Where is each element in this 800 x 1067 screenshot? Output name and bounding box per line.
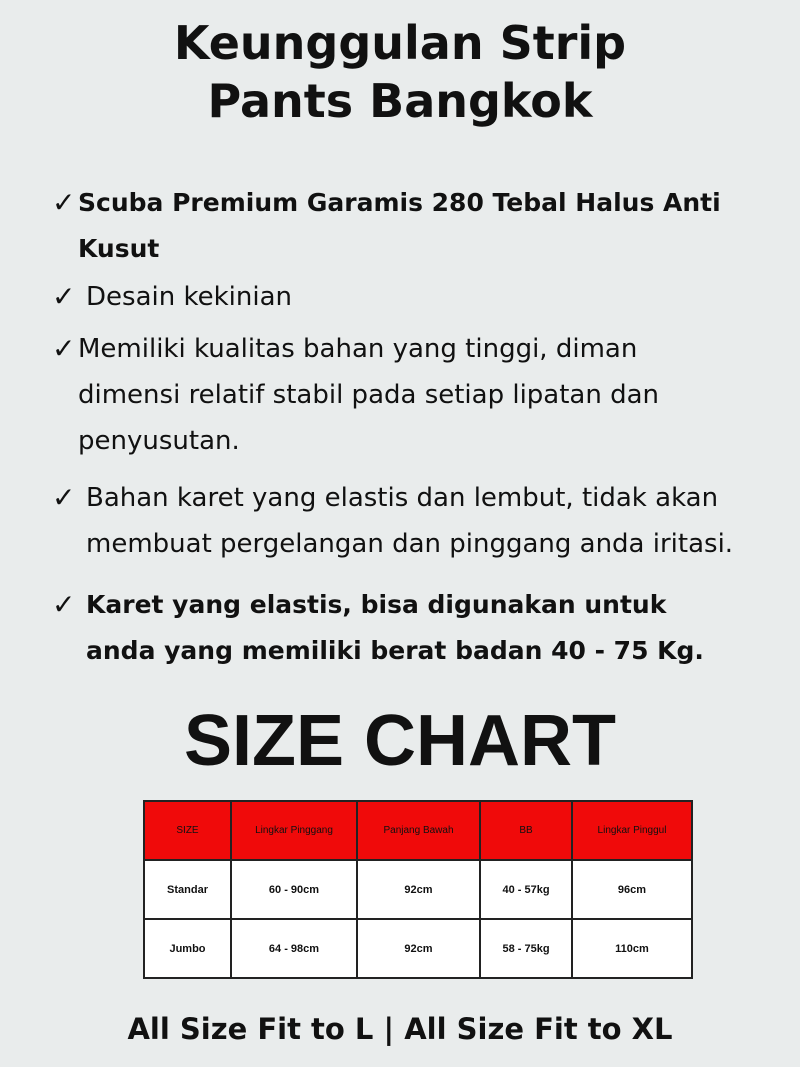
title-line-1: Keunggulan Strip: [173, 16, 627, 70]
column-header: Panjang Bawah: [357, 801, 480, 860]
column-header: Lingkar Pinggang: [231, 801, 357, 860]
table-cell: Standar: [144, 860, 231, 919]
feature-item: [50, 326, 795, 464]
check-icon: ✓: [52, 186, 76, 219]
check-icon: ✓: [52, 481, 76, 514]
table-cell: 92cm: [357, 919, 480, 978]
size-chart-title: SIZE CHART: [184, 701, 616, 781]
table-cell: Jumbo: [144, 919, 231, 978]
table-row: [144, 919, 692, 978]
table-cell: 60 - 90cm: [231, 860, 357, 919]
check-icon: ✓: [52, 588, 76, 621]
feature-item: [50, 180, 795, 272]
table-cell: 96cm: [572, 860, 692, 919]
table-row: [144, 860, 692, 919]
column-header: Lingkar Pinggul: [572, 801, 692, 860]
table-cell: 92cm: [357, 860, 480, 919]
check-icon: ✓: [52, 280, 76, 313]
check-icon: ✓: [52, 332, 76, 365]
feature-item: [50, 582, 795, 674]
column-header: SIZE: [144, 801, 231, 860]
table-cell: 40 - 57kg: [480, 860, 572, 919]
feature-item: [50, 274, 795, 320]
feature-item: [50, 475, 795, 567]
table-header-row: [144, 801, 692, 860]
feature-text: Desain kekinian: [86, 282, 292, 312]
page-title: [0, 14, 800, 130]
feature-text: Memiliki kualitas bahan yang tinggi, diman dimensi relatif stabil pada setiap lipatan dan penyusutan.: [78, 334, 660, 456]
table-cell: 110cm: [572, 919, 692, 978]
table-cell: 64 - 98cm: [231, 919, 357, 978]
feature-text: Karet yang elastis, bisa digunakan untuk anda yang memiliki berat badan 40 - 75 Kg.: [86, 590, 704, 665]
column-header: BB: [480, 801, 572, 860]
size-chart-table: [143, 800, 693, 979]
feature-text: Scuba Premium Garamis 280 Tebal Halus Anti Kusut: [78, 188, 721, 263]
table-cell: 58 - 75kg: [480, 919, 572, 978]
feature-text: Bahan karet yang elastis dan lembut, tidak akan membuat pergelangan dan pinggang anda iritasi.: [86, 483, 734, 559]
size-fit-note: All Size Fit to L | All Size Fit to XL: [127, 1012, 673, 1046]
title-line-2: Pants Bangkok: [207, 74, 593, 128]
